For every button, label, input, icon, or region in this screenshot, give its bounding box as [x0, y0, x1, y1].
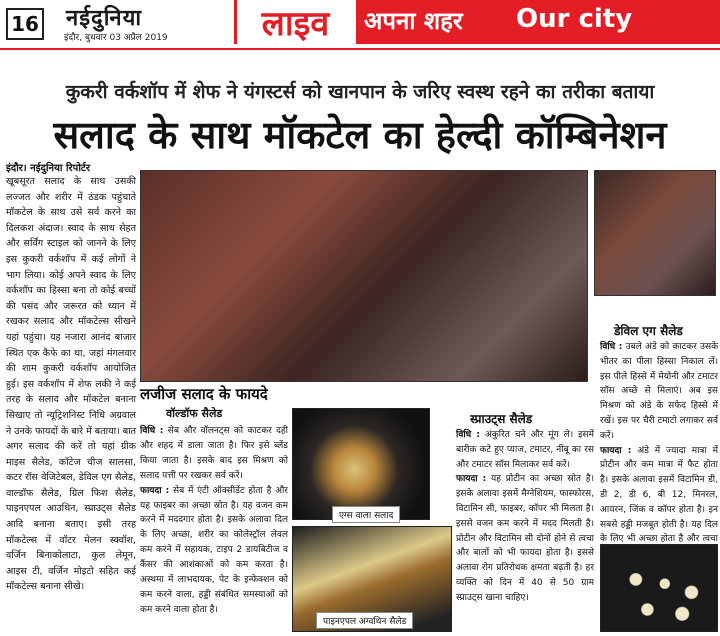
pineapple-salad-caption: पाइनएपल अग्वथिन सैलेड — [316, 612, 413, 629]
devil-egg-benefit: अंडे में ज्यादा मात्रा में प्रोटीन और कम मात्रा में फैट होता है। इसके अलावा इसमें विटामिन डी, डी 2, डी 6, बी 12, मिनरल, आयरन, जिंक व कॉपर होता है। इन सबसे हड्डी मजबूत होती है। यह दिल के लिए भी अच्छा होता है और त्वचा — [600, 445, 718, 545]
waldorf-benefit: सेब में एंटी ऑक्सीडेंट होता है और यह फाइबर का अच्छा स्रोत है। यह वजन कम करने में मददगार होता है। इसके अलावा दिल के लिए अच्छा, शरीर का कोलेस्ट्रॉल लेवल कम करने में सहायक, टाइप 2 डायबिटीज व कैंसर की आशंकाओं को कम करता है। अस्थमा में लाभदायक, पेट के इन्फेक्शन को कम करने वाला, हड्डी संबंधित समस्याओं को कम करने वाला होता है। — [140, 485, 288, 615]
waldorf-text — [140, 424, 288, 630]
devil-eggs-photo — [600, 544, 718, 632]
egg-salad-caption: एग्स वाला सलाद — [332, 506, 400, 523]
sprouts-method-label: विधि : — [456, 430, 481, 440]
waldorf-title: वॉल्डॉफ सैलेड — [166, 407, 223, 420]
devil-egg-method-label: विधि : — [600, 342, 623, 352]
article-body: खूबसूरत सलाद के साथ उसकी लज्जत और शरीर में ठंडक पहुंचाते मॉकटेल के साथ उसे सर्व करने का दिलकश अंदाज। स्वाद के साथ सेहत और सर्विंग स्टाइल को जानने के लिए इस कुकरी वर्कशॉप में कई लोगों ने भाग लिया। कोई अपने स्वाद के लिए वर्कशॉप का हिस्सा बना तो कोई बच्चों की पसंद और जरूरत को ध्यान में रखकर सलाद और मॉकटेल्स सीखने यहां पहुंचा। यह नजारा आनंद बाजार स्थित एक कैफे का था, जहां मंगलवार की शाम कुकरी वर्कशॉप आयोजित हुई। इस वर्कशॉप में शेफ लकी ने कई तरह के सलाद और मॉकटेल बनाना सिखाए तो न्यूट्रिशनिस्ट निधि अग्रवाल ने उनके फायदों के बारे में बताया। बात अगर सलाद की करें तो यहां ग्रीक माइस सैलेड, कॉटेज चीज सालसा, कटर रॉस वेजिटेबल, डेविल एग सैलेड, वाल्डॉफ सैलेड, ग्रिल फिश सैलेड, पाइनएपल आउथिन, स्प्राउट्स सैलेड आदि बनाना बताए। इसी तरह मॉकटेल्स में वॉटर मेलन स्क्वॉश, वर्जिन बिनाकोलाटा, कुल लेमून, आइस टी, वर्जिन मोइटो सहित कई मॉकटेल्स बनाना सीखे। — [6, 176, 136, 593]
masthead — [0, 0, 720, 48]
section-banner — [356, 0, 720, 44]
workshop-photo — [140, 170, 588, 382]
devil-egg-benefit-label: फायदा : — [600, 445, 632, 456]
waldorf-method: सेब और वॉलनट्स को काटकर दही और शहद में डाला जाता है। फिर इसे ब्लेंड किया जाता है। इसके बाद इस मिश्रण को सलाद पत्ती पर रखकर सर्व करें। — [140, 426, 288, 481]
page-number: 16 — [6, 8, 44, 40]
byline: इंदौर। नईदुनिया रिपोर्टर — [6, 163, 91, 174]
devil-egg-method: उबले अंडे को काटकर उसके भीतर का पीला हिस्सा निकाल लें। इस पीले हिस्से में मेयोनी और टमाटर सॉस अच्छे से मिलाएं। अब इस मिश्रण को अंडे के सफेद हिस्से में रखें। इस पर चैरी टमाटो लगाकर सर्व करें। — [600, 342, 718, 441]
waldorf-method-label: विधि : — [140, 426, 164, 436]
edition-line: इंदौर, बुधवार 03 अप्रैल 2019 — [64, 33, 168, 43]
salad-benefits-title: लजीज सलाद के फायदे — [140, 385, 268, 403]
section-sub-hindi: अपना शहर — [364, 7, 463, 35]
sprouts-benefit-label: फायदा : — [456, 474, 487, 485]
paper-name: नईदुनिया — [66, 5, 143, 31]
sprouts-method: अंकुरित चने और मूंग ले। इसमें बारीक कटे हुए प्याज, टमाटर, नींबू का रस और टमाटर सॉस मिलाकर सर्व करें। — [456, 430, 594, 470]
devil-egg-title: डेविल एग सैलेड — [614, 324, 683, 338]
article-headline: सलाद के साथ मॉकटेल का हेल्दी कॉम्बिनेशन — [53, 113, 667, 157]
sprouts-title: स्प्राउट्स सैलेड — [470, 412, 533, 426]
sprouts-benefit: यह प्रोटीन का अच्छा स्रोत है। इसके अलावा इसमें मैग्नेशियम, फास्फोरस, विटामिन सी, फाइबर, कॉपर भी मिलता है। इससे वजन कम करने में मदद मिलती है। प्रोटीन और विटामिन सी दोनों होने से त्वचा और बालों को भी फायदा होता है। इससे अलावा रोग प्रतिरोधक क्षमता बढ़ती है। हर व्यक्ति को दिन में 40 से 50 ग्राम स्प्राउट्स खाना चाहिए। — [456, 474, 594, 603]
section-title: लाइव — [234, 0, 354, 44]
sprouts-text — [456, 428, 594, 628]
participants-photo — [594, 170, 716, 296]
egg-salad-photo — [292, 408, 430, 520]
waldorf-benefit-label: फायदा : — [140, 485, 170, 496]
devil-egg-text — [600, 340, 718, 545]
section-sub-english: Our city — [516, 4, 633, 34]
article-subheadline: कुकरी वर्कशॉप में शेफ ने यंगस्टर्स को खानपान के जरिए स्वस्थ रहने का तरीका बताया — [65, 81, 655, 103]
masthead-divider — [0, 48, 720, 50]
